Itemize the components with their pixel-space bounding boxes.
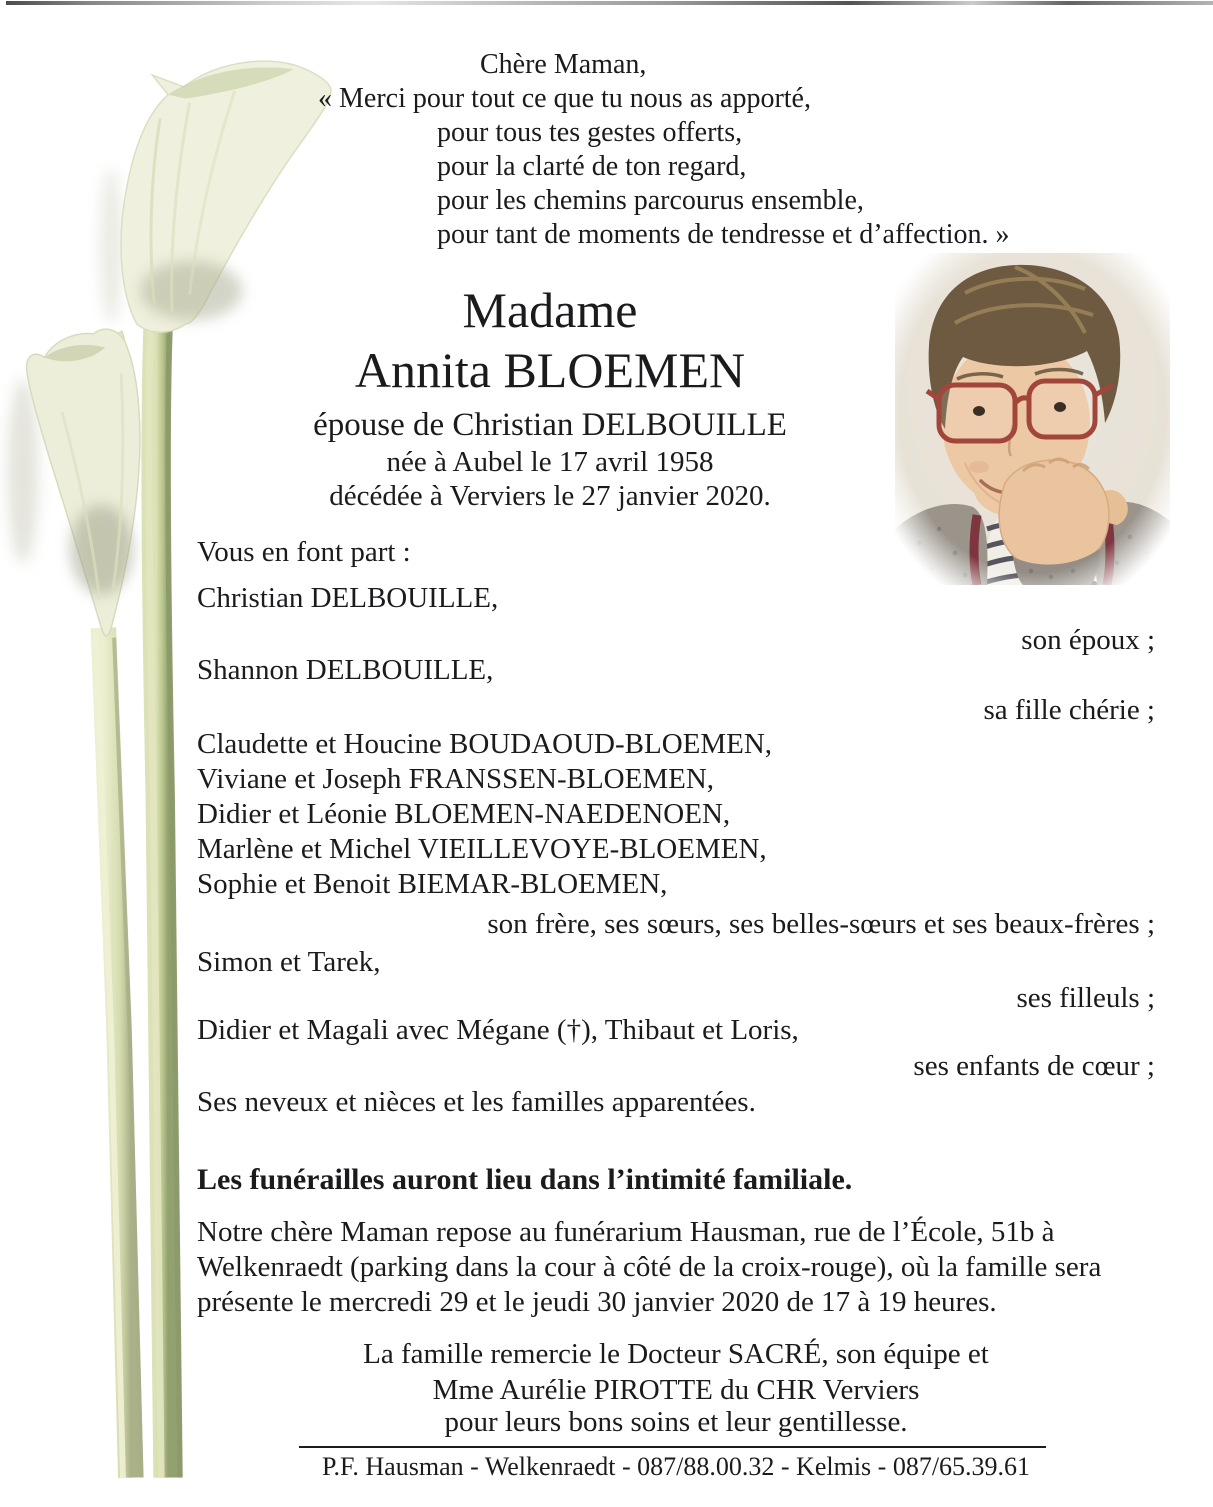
quote-line: pour la clarté de ton regard,	[437, 151, 747, 182]
salutation-line: Chère Maman,	[480, 49, 647, 80]
family-member-line: Claudette et Houcine BOUDAOUD-BLOEMEN,	[197, 728, 773, 760]
quote-line: pour tant de moments de tendresse et d’affection. »	[437, 219, 1010, 250]
quote-line: « Merci pour tout ce que tu nous as apporté,	[318, 83, 811, 114]
thanks-line: La famille remercie le Docteur SACRÉ, son équipe et	[363, 1338, 989, 1370]
death-line: décédée à Verviers le 27 janvier 2020.	[329, 480, 771, 512]
relationship-line: sa fille chérie ;	[983, 694, 1155, 726]
repose-line: présente le mercredi 29 et le jeudi 30 janvier 2020 de 17 à 19 heures.	[197, 1286, 997, 1318]
quote-line: pour tous tes gestes offerts,	[437, 117, 743, 148]
funeral-home-line: P.F. Hausman - Welkenraedt - 087/88.00.32 - Kelmis - 087/65.39.61	[321, 1452, 1031, 1481]
scan-artifact-line	[6, 1, 1213, 5]
family-member-line: Simon et Tarek,	[197, 946, 381, 978]
deceased-title: Madame	[462, 282, 638, 338]
family-member-line: Viviane et Joseph FRANSSEN-BLOEMEN,	[197, 763, 715, 795]
deceased-name: Annita BLOEMEN	[354, 342, 746, 398]
family-member-line: Didier et Magali avec Mégane (†), Thibaut et Loris,	[197, 1014, 799, 1046]
photo-vignette	[895, 253, 1170, 585]
quote-block	[318, 48, 1010, 252]
family-member-line: Sophie et Benoit BIEMAR-BLOEMEN,	[197, 868, 668, 900]
thanks-line: Mme Aurélie PIROTTE du CHR Verviers	[432, 1374, 920, 1406]
thanks-line: pour leurs bons soins et leur gentillesse.	[444, 1406, 908, 1438]
lily-shadow	[99, 167, 123, 324]
family-member-line: Ses neveux et nièces et les familles apparentées.	[197, 1086, 756, 1118]
birth-line: née à Aubel le 17 avril 1958	[386, 446, 714, 478]
lily-stem-2	[96, 628, 142, 1478]
spouse-line: épouse de Christian DELBOUILLE	[313, 407, 787, 443]
portrait-photo	[895, 253, 1170, 585]
deceased-title-block	[180, 280, 920, 512]
family-member-line: Marlène et Michel VIEILLEVOYE-BLOEMEN,	[197, 833, 767, 865]
funeral-notice: Les funérailles auront lieu dans l’intimité familiale.	[197, 1163, 853, 1196]
relationship-line: ses enfants de cœur ;	[913, 1050, 1155, 1082]
lily-bloom-small	[27, 329, 140, 636]
repose-line: Welkenraedt (parking dans la cour à côté de la croix-rouge), où la famille sera	[197, 1251, 1102, 1283]
family-member-line: Shannon DELBOUILLE,	[197, 654, 494, 686]
relationship-line: ses filleuls ;	[1016, 982, 1155, 1014]
relationship-line: son frère, ses sœurs, ses belles-sœurs et ses beaux-frères ;	[487, 908, 1155, 940]
quote-line: pour les chemins parcourus ensemble,	[437, 185, 864, 216]
relationship-line: son époux ;	[1021, 624, 1155, 656]
announcement-intro: Vous en font part :	[197, 536, 411, 568]
family-member-line: Didier et Léonie BLOEMEN-NAEDENOEN,	[197, 798, 731, 830]
footer-divider-rule	[299, 1446, 1046, 1448]
lily-stem-1	[149, 324, 180, 1478]
family-member-line: Christian DELBOUILLE,	[197, 582, 499, 614]
repose-line: Notre chère Maman repose au funérarium Hausman, rue de l’École, 51b à	[197, 1216, 1055, 1248]
